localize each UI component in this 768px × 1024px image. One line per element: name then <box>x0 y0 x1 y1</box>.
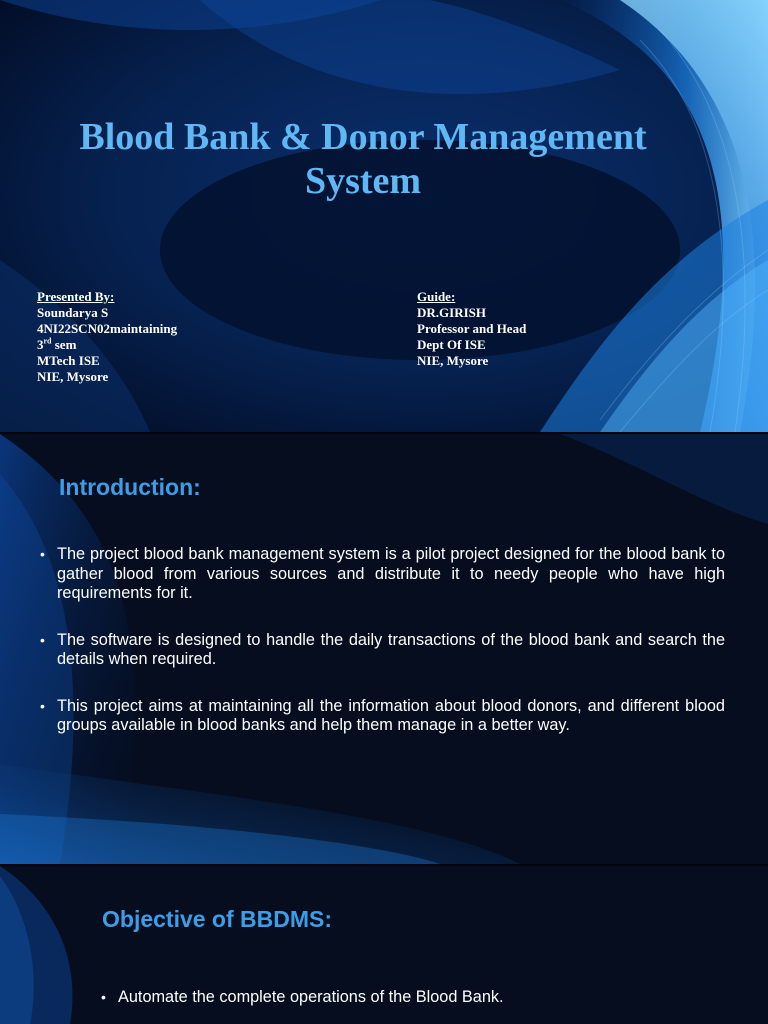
presenter-heading: Presented By: <box>37 289 115 304</box>
intro-bullet-2 <box>40 631 725 670</box>
introduction-slide <box>0 434 768 864</box>
objective-slide <box>0 866 768 1024</box>
semester-suffix: rd <box>43 336 52 346</box>
objective-bullet-list <box>101 988 741 1008</box>
bullet-marker: • <box>40 631 45 648</box>
guide-name: DR.GIRISH <box>417 305 486 320</box>
title-line-2: System <box>304 160 422 202</box>
bullet-marker: • <box>40 546 45 562</box>
introduction-heading: Introduction: <box>59 474 201 500</box>
intro-bullet-3 <box>40 697 725 736</box>
semester-number: 3 <box>37 337 44 352</box>
intro-bullet-1-text: The project blood bank management system is a pilot project designed for the blood bank to gather blood from various sources and distribute it to needy people who have high requirements for it. <box>57 545 725 602</box>
title-line-1: Blood Bank & Donor Management <box>79 116 647 158</box>
introduction-bullet-list <box>40 545 725 763</box>
objective-bullet-1-text: Automate the complete operations of the Blood Bank. <box>118 988 504 1006</box>
guide-college: NIE, Mysore <box>417 353 489 368</box>
semester-word: sem <box>51 337 77 352</box>
objective-bullet-1 <box>101 988 741 1008</box>
intro-bullet-3-text: This project aims at maintaining all the information about blood donors, and different blood groups available in blood banks and help them manage in a better way. <box>57 696 725 734</box>
intro-bullet-1 <box>40 545 725 604</box>
presentation-title <box>0 115 726 203</box>
guide-heading: Guide: <box>417 289 456 304</box>
presenter-college: NIE, Mysore <box>37 369 109 384</box>
objective-heading: Objective of BBDMS: <box>102 906 333 932</box>
guide-designation: Professor and Head <box>417 321 527 336</box>
presenter-block <box>37 289 177 385</box>
bullet-marker: • <box>101 989 106 1005</box>
bullet-marker: • <box>40 697 45 714</box>
presenter-name: Soundarya S <box>37 305 109 320</box>
title-slide <box>0 0 768 432</box>
presenter-semester <box>37 337 177 353</box>
guide-dept: Dept Of ISE <box>417 337 486 352</box>
intro-bullet-2-text: The software is designed to handle the daily transactions of the blood bank and search the details when required. <box>57 630 725 668</box>
presenter-program: MTech ISE <box>37 353 100 368</box>
guide-block <box>417 289 526 369</box>
presenter-usn: 4NI22SCN02maintaining <box>37 321 178 336</box>
